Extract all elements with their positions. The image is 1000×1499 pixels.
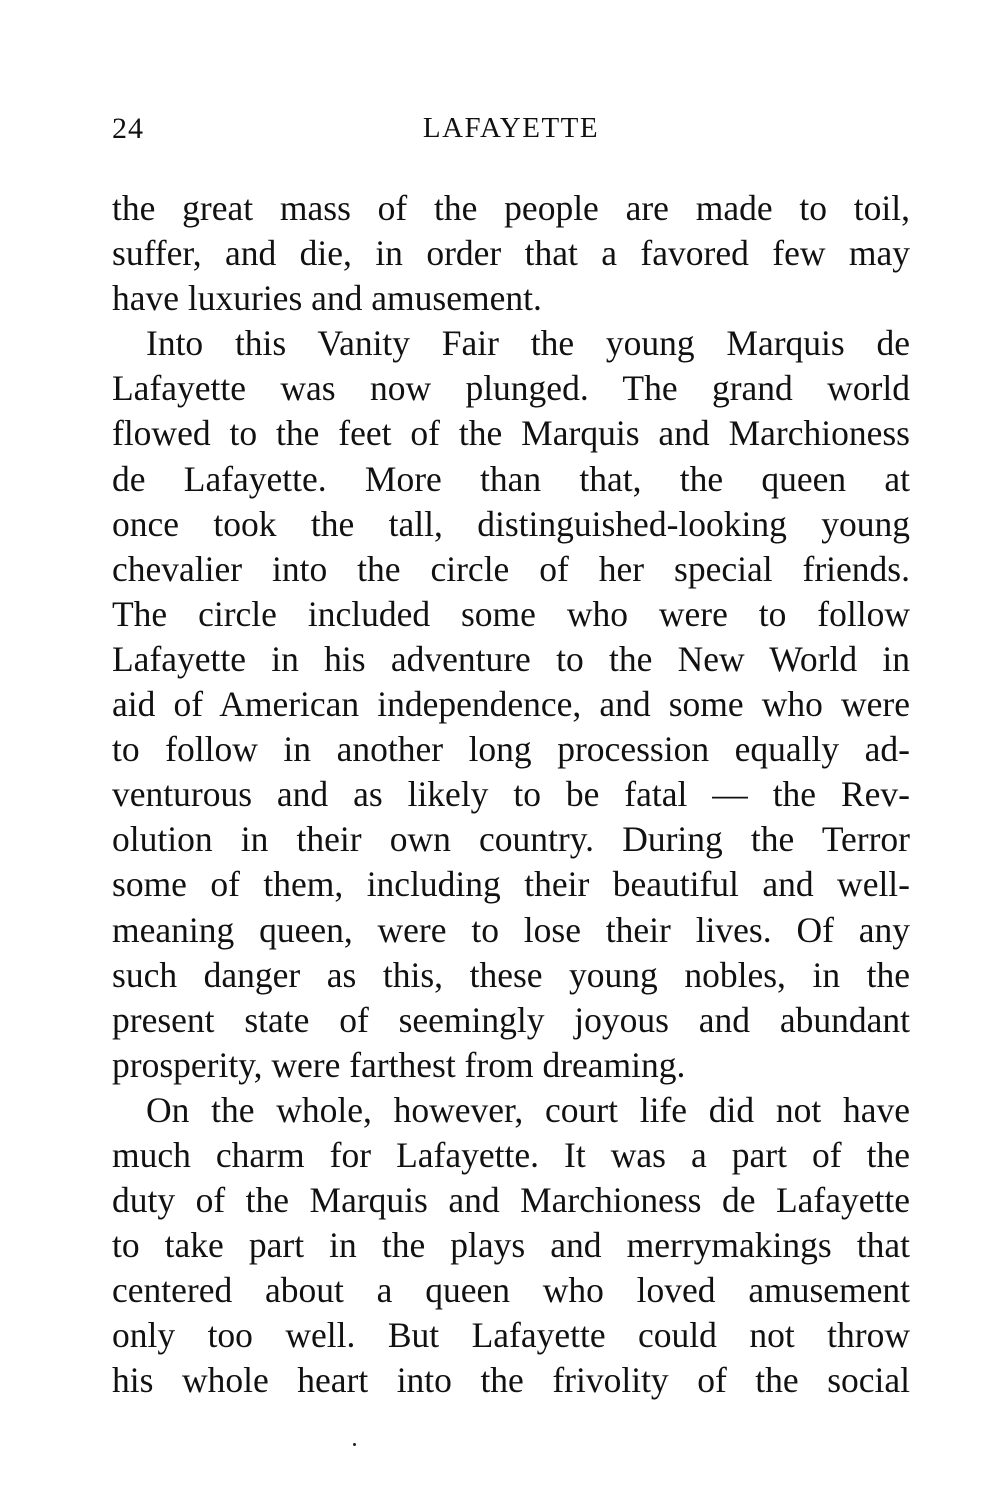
text-line: such danger as this, these young nobles, in the	[112, 954, 910, 995]
text-line: venturous and as likely to be fatal — the Rev-	[112, 774, 910, 815]
text-line: prosperity, were farthest from dreaming.	[112, 1044, 686, 1085]
text-line: some of them, including their beautiful and well-	[112, 864, 910, 905]
running-head	[112, 112, 910, 152]
page-number: 24	[112, 112, 144, 145]
text-line: The circle included some who were to follow	[112, 593, 910, 634]
text-line: have luxuries and amusement.	[112, 278, 542, 319]
text-line: his whole heart into the frivolity of the social	[112, 1360, 910, 1401]
text-line: Lafayette was now plunged. The grand world	[112, 368, 910, 409]
signature-mark	[353, 1443, 356, 1446]
text-line: to take part in the plays and merrymakings that	[112, 1225, 910, 1266]
text-line: present state of seemingly joyous and abundant	[112, 999, 910, 1040]
text-line: duty of the Marquis and Marchioness de Lafayette	[112, 1180, 910, 1221]
text-line: chevalier into the circle of her special friends.	[112, 548, 910, 589]
body-text	[112, 186, 910, 1404]
text-line: meaning queen, were to lose their lives. Of any	[112, 909, 910, 950]
text-line: On the whole, however, court life did not have	[146, 1089, 910, 1130]
text-line: much charm for Lafayette. It was a part of the	[112, 1134, 910, 1175]
running-title: LAFAYETTE	[422, 112, 600, 144]
text-line: de Lafayette. More than that, the queen at	[112, 458, 910, 499]
text-line: flowed to the feet of the Marquis and Marchioness	[112, 413, 910, 454]
text-line: Into this Vanity Fair the young Marquis de	[146, 323, 910, 364]
text-line: olution in their own country. During the Terror	[112, 819, 910, 860]
text-line: to follow in another long procession equally ad-	[112, 729, 910, 770]
text-line: aid of American independence, and some who were	[112, 684, 910, 725]
text-line: once took the tall, distinguished-looking young	[112, 503, 910, 544]
text-line: Lafayette in his adventure to the New World in	[112, 638, 910, 679]
text-line: only too well. But Lafayette could not throw	[112, 1315, 910, 1356]
text-line: centered about a queen who loved amusement	[112, 1270, 910, 1311]
text-line: the great mass of the people are made to toil,	[112, 188, 910, 228]
text-line: suffer, and die, in order that a favored few may	[112, 233, 910, 274]
